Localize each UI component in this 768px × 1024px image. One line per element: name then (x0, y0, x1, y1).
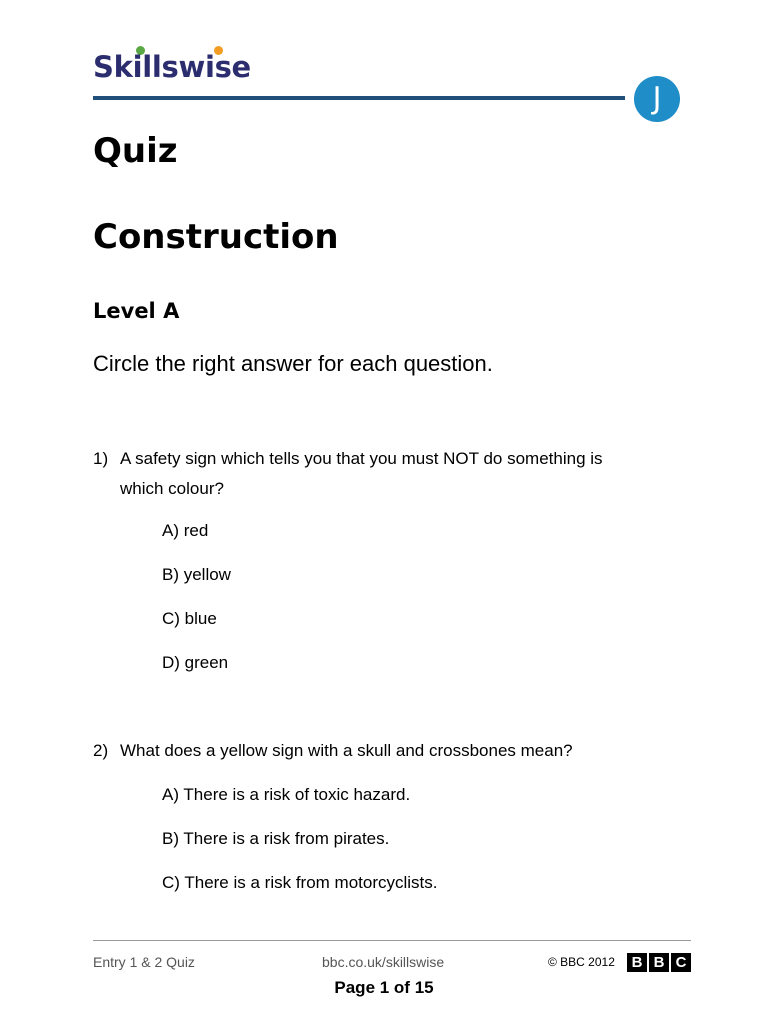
option-2b: B) There is a risk from pirates. (162, 829, 390, 848)
header-rule (93, 96, 625, 100)
topic-heading: Construction (93, 217, 339, 257)
option-1d: D) green (162, 653, 229, 672)
page-number: Page 1 of 15 (334, 978, 434, 997)
footer-quiz-label: Entry 1 & 2 Quiz (93, 954, 195, 970)
option-1a: A) red (162, 521, 209, 540)
bbc-logo-block: B (649, 953, 669, 972)
option-2a: A) There is a risk of toxic hazard. (162, 785, 411, 804)
question-text: What does a yellow sign with a skull and crossbones mean? (120, 741, 573, 760)
footer-rule (93, 940, 691, 941)
bbc-logo-block: B (627, 953, 647, 972)
instruction-text: Circle the right answer for each question. (93, 351, 493, 376)
footer-url: bbc.co.uk/skillswise (322, 954, 445, 970)
question-number: 1) (93, 449, 109, 468)
option-1b: B) yellow (162, 565, 231, 584)
level-heading: Level A (93, 299, 180, 323)
level-badge: J (634, 76, 680, 122)
question-text: A safety sign which tells you that you must NOT do something is which colour? (120, 449, 603, 498)
logo-text: Skillswise (93, 50, 251, 84)
option-1c: C) blue (162, 609, 217, 628)
footer-copyright: © BBC 2012 (548, 955, 615, 969)
bbc-logo (627, 953, 691, 972)
bbc-logo-block: C (671, 953, 691, 972)
page-title: Quiz (93, 131, 178, 171)
option-2c: C) There is a risk from motorcyclists. (162, 873, 438, 892)
question-number: 2) (93, 741, 109, 760)
